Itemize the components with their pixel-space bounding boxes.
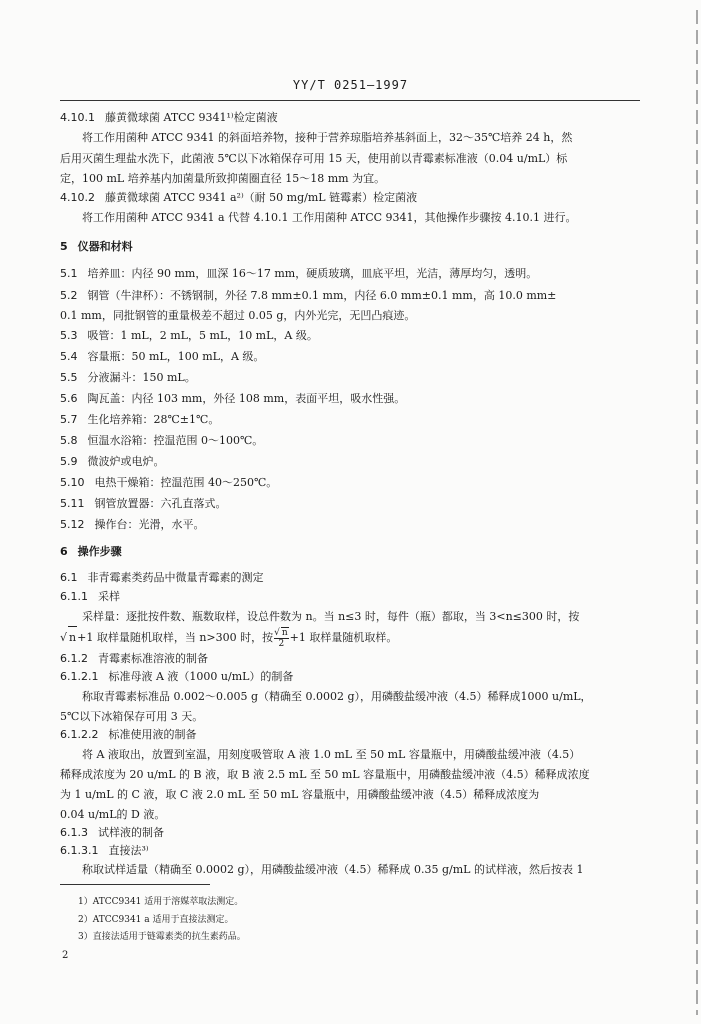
body-text-line: 后用灭菌生理盐水洗下，此菌液 5℃以下冰箱保存可用 15 天，使用前以青霉素标准液（0.04 u/mL）标 bbox=[60, 152, 568, 165]
body-text-line: 将 A 液取出，放置到室温，用刻度吸管取 A 液 1.0 mL 至 50 mL 容量瓶中，用磷酸盐缓冲液（4.5） bbox=[82, 748, 581, 761]
list-item: 5.12 操作台：光滑，水平。 bbox=[60, 518, 205, 531]
clause-heading: 6.1 非青霉素类药品中微量青霉素的测定 bbox=[60, 571, 264, 584]
clause-heading: 4.10.2 藤黄微球菌 ATCC 9341 a²⁾（耐 50 mg/mL 链霉素）检定菌液 bbox=[60, 191, 418, 204]
clause-heading: 6.1.3 试样液的制备 bbox=[60, 826, 164, 839]
list-item: 5.9 微波炉或电炉。 bbox=[60, 455, 165, 468]
formula-line: √ n+1 取样量随机取样，当 n>300 时，按 $\frac{√ n}{2}$ +1 取样量随机取样。 bbox=[60, 628, 398, 649]
body-text-line: 稀释成浓度为 20 u/mL 的 B 液，取 B 液 2.5 mL 至 50 mL 容量瓶中，用磷酸盐缓冲液（4.5）稀释成浓度 bbox=[60, 768, 590, 781]
body-text-line: 将工作用菌种 ATCC 9341 a 代替 4.10.1 工作用菌种 ATCC 9341，其他操作步骤按 4.10.1 进行。 bbox=[82, 211, 577, 224]
sqrt-sign: √ bbox=[60, 631, 68, 644]
body-text-line: 称取试样适量（精确至 0.0002 g），用磷酸盐缓冲液（4.5）稀释成 0.35 g/mL 的试样液，然后按表 1 bbox=[82, 863, 584, 876]
clause-heading: 6.1.2 青霉素标准溶液的制备 bbox=[60, 652, 208, 665]
header-rule bbox=[60, 100, 640, 101]
list-item: 5.3 吸管：1 mL，2 mL，5 mL，10 mL，A 级。 bbox=[60, 329, 318, 342]
clause-heading: 6.1.3.1 直接法³⁾ bbox=[60, 844, 149, 857]
list-item: 5.11 钢管放置器：六孔直落式。 bbox=[60, 497, 227, 510]
sqrt-radicand: n bbox=[68, 626, 77, 649]
body-text-line: 0.1 mm，同批钢管的重量极差不超过 0.05 g，内外光完，无凹凸痕迹。 bbox=[60, 309, 416, 322]
body-text-line: 5℃以下冰箱保存可用 3 天。 bbox=[60, 710, 204, 723]
section-heading: 5 仪器和材料 bbox=[60, 240, 133, 253]
clause-heading: 6.1.2.2 标准使用液的制备 bbox=[60, 728, 197, 741]
clause-heading: 6.1.1 采样 bbox=[60, 590, 120, 603]
page-number: 2 bbox=[62, 950, 69, 961]
standard-header: YY/T 0251—1997 bbox=[292, 78, 409, 92]
list-item: 5.2 钢管（牛津杯）：不锈钢制，外径 7.8 mm±0.1 mm，内径 6.0 mm±0.1 mm，高 10.0 mm± bbox=[60, 289, 557, 302]
body-text-line: 定，100 mL 培养基内加菌量所致抑菌圈直径 15～18 mm 为宜。 bbox=[60, 172, 386, 185]
body-text-line: 为 1 u/mL 的 C 液，取 C 液 2.0 mL 至 50 mL 容量瓶中，用磷酸盐缓冲液（4.5）稀释成浓度为 bbox=[60, 788, 540, 801]
list-item: 5.6 陶瓦盖：内径 103 mm，外径 108 mm，表面平坦，吸水性强。 bbox=[60, 392, 406, 405]
fraction: $\frac{√ n}{2}$ bbox=[274, 628, 288, 649]
body-text-line: 称取青霉素标准品 0.002～0.005 g（精确至 0.0002 g），用磷酸盐缓冲液（4.5）稀释成1000 u/mL， bbox=[82, 690, 592, 703]
body-text-line: 将工作用菌种 ATCC 9341 的斜面培养物，接种于营养琼脂培养基斜面上，32～35℃培养 24 h，然 bbox=[82, 131, 573, 144]
footnote: 3）直接法适用于链霉素类的抗生素药品。 bbox=[78, 932, 246, 942]
list-item: 5.1 培养皿：内径 90 mm，皿深 16～17 mm，硬质玻璃，皿底平坦，光洁，薄厚均匀，透明。 bbox=[60, 267, 538, 280]
scan-edge bbox=[696, 10, 698, 1015]
clause-heading: 6.1.2.1 标准母液 A 液（1000 u/mL）的制备 bbox=[60, 670, 294, 683]
body-text-line: 0.04 u/mL的 D 液。 bbox=[60, 808, 166, 821]
list-item: 5.10 电热干燥箱：控温范围 40～250℃。 bbox=[60, 476, 278, 489]
footnote-rule bbox=[60, 884, 210, 885]
body-text-line: 采样量：逐批按件数、瓶数取样，设总件数为 n。当 n≤3 时，每件（瓶）都取，当 3<n≤300 时，按 bbox=[82, 610, 580, 623]
section-heading: 6 操作步骤 bbox=[60, 545, 122, 558]
footnote: 2）ATCC9341 a 适用于直接法测定。 bbox=[78, 915, 234, 925]
list-item: 5.5 分液漏斗：150 mL。 bbox=[60, 371, 196, 384]
list-item: 5.8 恒温水浴箱：控温范围 0～100℃。 bbox=[60, 434, 264, 447]
clause-heading: 4.10.1 藤黄微球菌 ATCC 9341¹⁾检定菌液 bbox=[60, 111, 278, 124]
footnote: 1）ATCC9341 适用于溶媒萃取法测定。 bbox=[78, 897, 244, 907]
list-item: 5.4 容量瓶：50 mL，100 mL，A 级。 bbox=[60, 350, 265, 363]
list-item: 5.7 生化培养箱：28℃±1℃。 bbox=[60, 413, 220, 426]
